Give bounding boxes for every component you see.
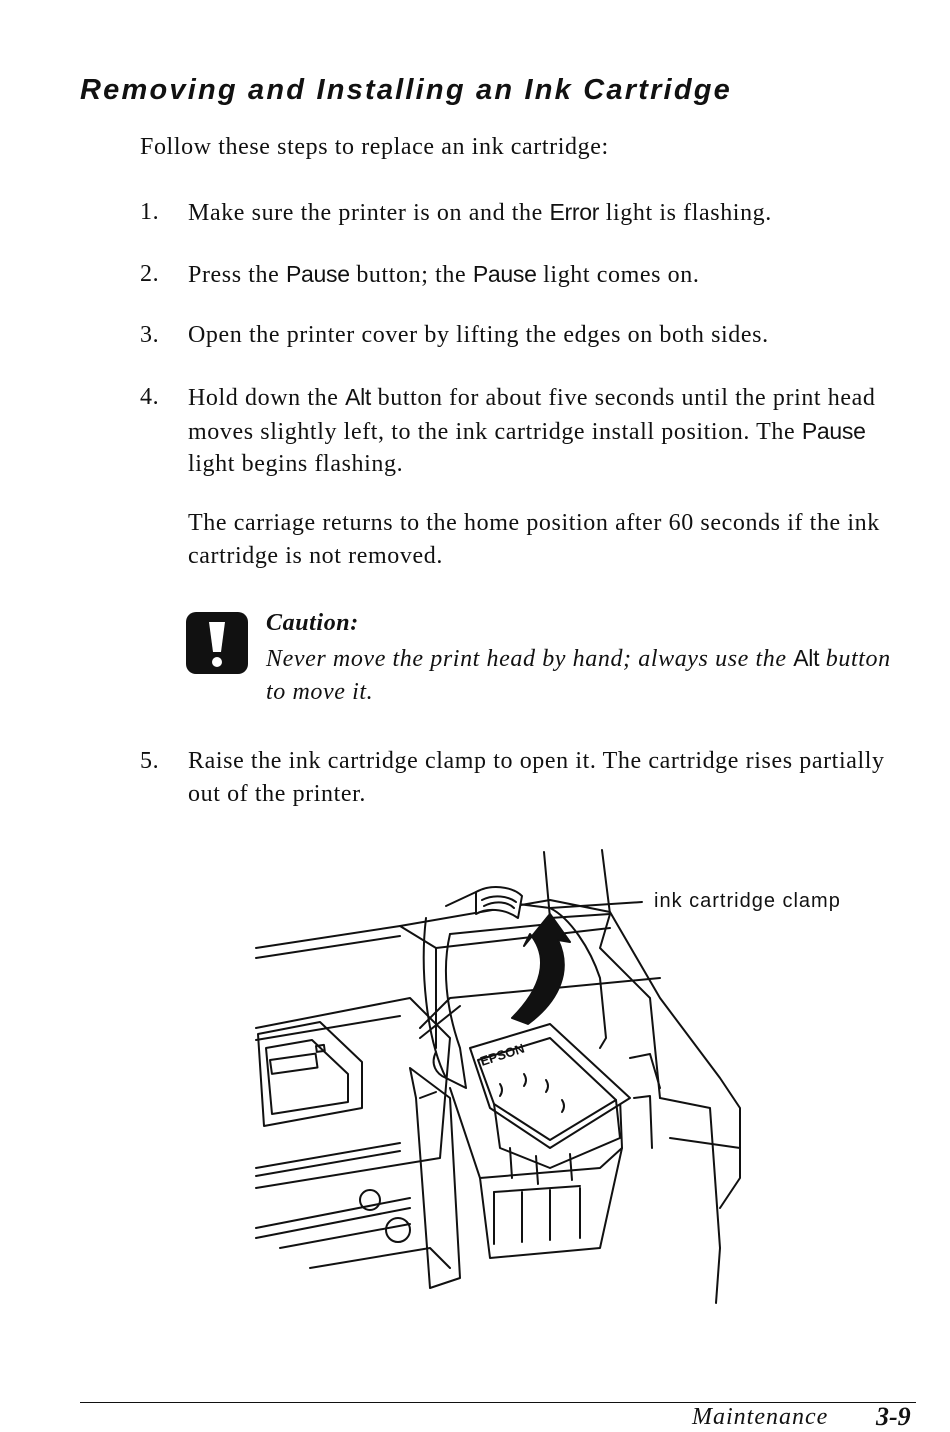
step-text: Hold down the Alt button for about five seconds until the print head moves slightly left, to the ink cartridge install position. The Pause light begins flashing.	[188, 384, 876, 477]
step-number: 5.	[140, 748, 160, 774]
step-number: 1.	[140, 199, 160, 225]
caution-icon	[186, 612, 248, 674]
intro-text: Follow these steps to replace an ink cartridge:	[140, 134, 609, 160]
footer-section-name: Maintenance	[692, 1404, 829, 1430]
step-number: 4.	[140, 384, 160, 410]
step-text: Make sure the printer is on and the Error light is flashing.	[188, 199, 772, 226]
printer-illustration	[250, 848, 750, 1308]
footer-rule	[80, 1402, 916, 1403]
alt-button-term: Alt	[793, 645, 820, 671]
step-text: Raise the ink cartridge clamp to open it. The cartridge rises partially out of the printer.	[188, 748, 885, 807]
step-text: Open the printer cover by lifting the edges on both sides.	[188, 322, 769, 348]
error-light-term: Error	[549, 199, 600, 225]
pause-light-term: Pause	[801, 417, 866, 444]
step-number: 2.	[140, 261, 160, 287]
cartridge-brand-label: EPSON	[478, 1040, 527, 1069]
footer-page-number: 3-9	[876, 1402, 911, 1431]
step-number: 3.	[140, 322, 160, 348]
caution-text: Never move the print head by hand; always use the Alt button to move it.	[266, 645, 891, 705]
figure-callout-label: ink cartridge clamp	[654, 890, 841, 912]
caution-title: Caution:	[266, 610, 359, 636]
pause-button-term: Pause	[286, 261, 350, 287]
step-text: Press the Pause button; the Pause light comes on.	[188, 261, 700, 288]
section-title: Removing and Installing an Ink Cartridge	[80, 74, 732, 106]
pause-light-term: Pause	[472, 261, 537, 287]
alt-button-term: Alt	[345, 384, 372, 410]
carriage-note: The carriage returns to the home position after 60 seconds if the ink cartridge is not removed.	[188, 510, 880, 569]
